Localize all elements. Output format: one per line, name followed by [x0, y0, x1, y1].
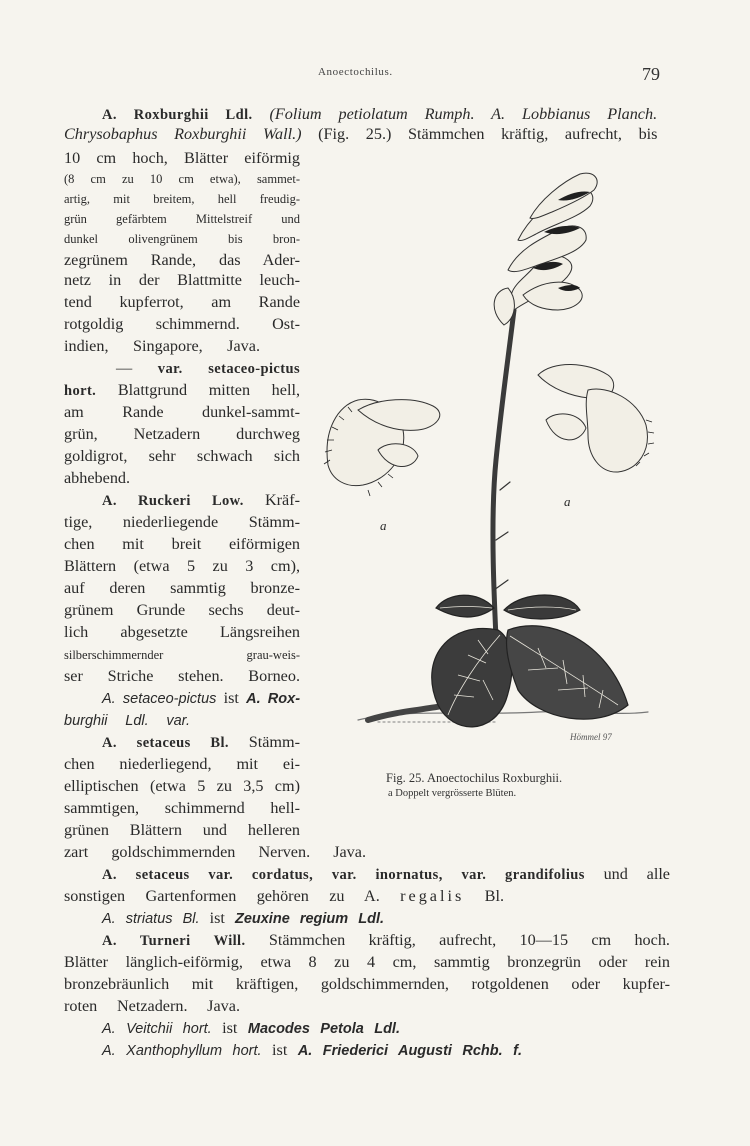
- text-run: Stämmchen kräftig, aufrecht, 10—15 cm hoch.: [245, 931, 670, 949]
- text-run: Kräf-: [243, 491, 301, 509]
- text-run: (Fig. 25.) Stämmchen kräftig, aufrecht, bis: [301, 125, 658, 143]
- text-run: ser Striche stehen. Borneo.: [64, 667, 301, 685]
- text-run: A. Roxburghii Ldl.: [102, 107, 253, 123]
- text-run: ist: [211, 1019, 248, 1037]
- text-run: chen niederliegend, mit ei-: [64, 755, 300, 773]
- text-line: [102, 1040, 522, 1061]
- text-run: grünen Blättern und helleren: [64, 821, 300, 839]
- text-line: [64, 754, 300, 774]
- text-line: [64, 798, 300, 818]
- running-head: Anoectochilus.: [318, 66, 393, 78]
- text-line: [64, 402, 300, 422]
- text-run: Blätter länglich-eiförmig, etwa 8 zu 4 cm, sammtig bronzegrün oder rein: [64, 953, 670, 971]
- text-run: zegrünem Rande, das Ader-: [64, 251, 300, 269]
- text-line: [116, 358, 300, 379]
- text-run: Chrysobaphus Roxburghii Wall.): [64, 125, 302, 143]
- text-line: [102, 732, 300, 753]
- text-line: [102, 1018, 400, 1039]
- text-line: [64, 886, 504, 906]
- text-run: Blättern (etwa 5 zu 3 cm),: [64, 557, 301, 575]
- text-run: A. setaceus Bl.: [102, 735, 229, 751]
- text-line: [64, 556, 300, 576]
- text-run: A. Turneri Will.: [102, 933, 246, 949]
- text-run: Stämm-: [228, 733, 301, 751]
- text-run: lich abgesetzte Längsreihen: [64, 623, 300, 641]
- text-line: [64, 622, 300, 642]
- text-run: goldigrot, sehr schwach sich: [64, 447, 300, 465]
- text-run: A. Xanthophyllum hort.: [102, 1043, 262, 1059]
- text-run: grünem Grunde sechs deut-: [64, 601, 300, 619]
- text-line: [64, 250, 300, 270]
- text-run: am Rande dunkel-sammt-: [64, 403, 300, 421]
- text-run: Blattgrund mitten hell,: [96, 381, 300, 399]
- text-run: chen mit breit eiförmigen: [64, 535, 301, 553]
- text-run: (8 cm zu 10 cm etwa), sammet-: [64, 172, 300, 186]
- text-line: [64, 820, 300, 840]
- text-run: und alle: [584, 865, 670, 883]
- text-line: [64, 996, 240, 1016]
- text-line: [102, 688, 300, 709]
- text-run: ist: [216, 689, 247, 707]
- text-run: —: [116, 359, 158, 377]
- text-line: [64, 578, 300, 598]
- text-line: [102, 864, 670, 885]
- text-run: 10 cm hoch, Blätter eiförmig: [64, 149, 301, 167]
- text-line: [64, 208, 300, 229]
- orchid-drawing: [318, 160, 658, 760]
- text-run: [253, 105, 270, 123]
- text-run: tend kupferrot, am Rande: [64, 293, 301, 311]
- text-line: [64, 424, 300, 444]
- text-line: [64, 188, 300, 209]
- text-run: grün, Netzadern durchweg: [64, 425, 300, 443]
- text-run: roten Netzadern. Java.: [64, 997, 240, 1015]
- text-line: [64, 512, 300, 532]
- text-run: sonstigen Gartenformen gehören zu A.: [64, 887, 401, 905]
- text-run: artig, mit breitem, hell freudig-: [64, 192, 300, 206]
- text-line: [64, 124, 657, 144]
- text-line: [102, 930, 670, 951]
- text-run: zart goldschimmernden Nerven. Java.: [64, 843, 367, 861]
- text-line: [102, 908, 384, 929]
- text-run: hort.: [64, 383, 97, 399]
- text-line: [64, 148, 300, 168]
- text-run: rotgoldig schimmernd. Ost-: [64, 315, 300, 333]
- text-run: netz in der Blattmitte leuch-: [64, 271, 300, 289]
- text-run: burghii Ldl. var.: [64, 713, 190, 729]
- page-number: 79: [642, 64, 660, 84]
- text-run: Zeuxine regium Ldl.: [234, 911, 385, 927]
- text-line: [102, 104, 657, 125]
- text-run: var. setaceo-pictus: [157, 361, 300, 377]
- text-line: [102, 490, 300, 511]
- text-run: tige, niederliegende Stämm-: [64, 513, 300, 531]
- text-line: [64, 842, 366, 862]
- text-run: dunkel olivengrünem bis bron-: [64, 232, 300, 246]
- text-run: (Folium petiolatum Rumph. A. Lobbianus Planch.: [269, 105, 658, 123]
- text-run: abhebend.: [64, 469, 131, 487]
- text-line: [64, 314, 300, 334]
- text-line: [64, 710, 190, 731]
- artist-signature: Hömmel 97: [570, 732, 612, 742]
- text-run: A. Veitchii hort.: [102, 1021, 212, 1037]
- text-run: ist: [199, 909, 235, 927]
- text-run: A. striatus Bl.: [102, 911, 200, 927]
- text-line: [64, 380, 300, 401]
- text-run: auf deren sammtig bronze-: [64, 579, 300, 597]
- text-line: [64, 168, 300, 189]
- text-run: silberschimmernder grau-weis-: [64, 648, 300, 662]
- figure-caption-sub: a Doppelt vergrösserte Blüten.: [388, 788, 517, 799]
- text-line: [64, 534, 300, 554]
- figure-label-a-right: a: [564, 494, 571, 509]
- text-run: Bl.: [464, 887, 505, 905]
- text-line: [64, 336, 260, 356]
- text-line: [64, 270, 300, 290]
- text-run: A. Ruckeri Low.: [102, 493, 244, 509]
- text-line: [64, 600, 300, 620]
- text-line: [64, 974, 670, 994]
- figure-label-a-left: a: [380, 518, 387, 533]
- text-run: elliptischen (etwa 5 zu 3,5 cm): [64, 777, 300, 795]
- text-line: [64, 446, 300, 466]
- text-run: A. setaceo-pictus: [102, 691, 217, 707]
- figure-caption: [386, 770, 626, 802]
- text-run: bronzebräunlich mit kräftigen, goldschimmernden, rotgoldenen oder kupfer-: [64, 975, 670, 993]
- text-run: A. Friederici Augusti Rchb. f.: [297, 1043, 522, 1059]
- text-run: A. setaceus var. cordatus, var. inornatus, var. grandifolius: [102, 867, 585, 883]
- text-run: A. Rox-: [246, 691, 301, 707]
- text-run: Macodes Petola Ldl.: [247, 1021, 400, 1037]
- figure-orchid-illustration: [318, 160, 658, 760]
- text-line: [64, 952, 670, 972]
- text-line: [64, 776, 300, 796]
- text-run: ist: [261, 1041, 298, 1059]
- text-run: sammtigen, schimmernd hell-: [64, 799, 300, 817]
- figure-caption-title: Fig. 25. Anoectochilus Roxburghii.: [386, 771, 563, 785]
- text-line: [64, 292, 300, 312]
- text-line: [64, 468, 130, 488]
- text-line: [64, 228, 300, 249]
- text-run: regalis: [400, 887, 465, 905]
- text-line: [64, 644, 300, 665]
- text-run: indien, Singapore, Java.: [64, 337, 260, 355]
- text-line: [64, 666, 300, 686]
- text-run: grün gefärbtem Mittelstreif und: [64, 212, 301, 226]
